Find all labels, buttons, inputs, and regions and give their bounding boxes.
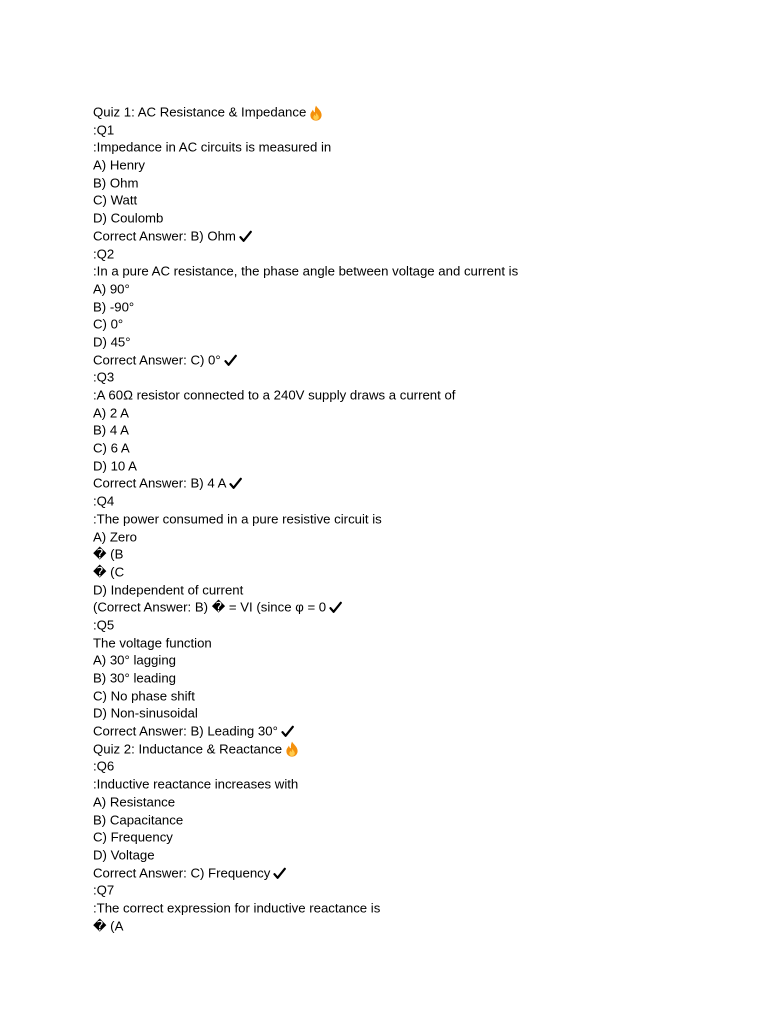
document-line — [93, 581, 733, 599]
document-line — [93, 280, 733, 298]
line-text: :Q1 — [93, 122, 115, 138]
line-text: :In a pure AC resistance, the phase angle between voltage and current is — [93, 263, 519, 279]
line-text: B) Capacitance — [93, 812, 184, 828]
document-line — [93, 474, 733, 492]
document-line — [93, 775, 733, 793]
line-text: The voltage function — [93, 635, 212, 651]
document-line — [93, 899, 733, 917]
line-text: Quiz 1: AC Resistance & Impedance — [93, 104, 307, 120]
check-icon — [239, 230, 252, 243]
line-text: D) Non-sinusoidal — [93, 706, 198, 722]
document-line — [93, 864, 733, 882]
document-line — [93, 704, 733, 722]
line-text: B) Ohm — [93, 175, 139, 191]
document-line — [93, 315, 733, 333]
document-line — [93, 917, 733, 935]
document-line — [93, 174, 733, 192]
line-text: Quiz 2: Inductance & Reactance — [93, 741, 283, 757]
document-line — [93, 634, 733, 652]
document-page — [93, 103, 733, 934]
line-text: B) 30° leading — [93, 670, 176, 686]
line-text: B) -90° — [93, 299, 135, 315]
document-line — [93, 368, 733, 386]
document-line — [93, 881, 733, 899]
line-text: Correct Answer: C) Frequency — [93, 865, 271, 881]
check-icon — [224, 354, 237, 367]
line-text: Correct Answer: B) Leading 30° — [93, 723, 278, 739]
document-line — [93, 793, 733, 811]
fire-icon — [285, 741, 299, 757]
document-line — [93, 191, 733, 209]
line-text: D) 45° — [93, 334, 131, 350]
line-text: :A 60Ω resistor connected to a 240V supply draws a current of — [93, 387, 456, 403]
line-text: :Q2 — [93, 246, 115, 262]
document-line — [93, 227, 733, 245]
line-text: :The correct expression for inductive reactance is — [93, 900, 381, 916]
document-line — [93, 687, 733, 705]
document-line — [93, 209, 733, 227]
document-line — [93, 545, 733, 563]
line-text: � (A — [93, 918, 124, 934]
document-line — [93, 156, 733, 174]
document-line — [93, 439, 733, 457]
document-line — [93, 528, 733, 546]
line-text: A) 30° lagging — [93, 652, 176, 668]
line-text: :Inductive reactance increases with — [93, 776, 299, 792]
line-text: D) 10 A — [93, 458, 137, 474]
document-line — [93, 262, 733, 280]
line-text: Correct Answer: B) 4 A — [93, 476, 227, 492]
line-text: A) Henry — [93, 157, 146, 173]
document-line — [93, 828, 733, 846]
document-line — [93, 722, 733, 740]
document-line — [93, 103, 733, 121]
line-text: C) 6 A — [93, 440, 130, 456]
line-text: C) Frequency — [93, 829, 173, 845]
document-line — [93, 757, 733, 775]
document-line — [93, 740, 733, 758]
line-text: Correct Answer: B) Ohm — [93, 228, 236, 244]
document-line — [93, 333, 733, 351]
document-line — [93, 492, 733, 510]
line-text: :Q5 — [93, 617, 115, 633]
line-text: Correct Answer: C) 0° — [93, 352, 221, 368]
check-icon — [273, 867, 286, 880]
line-text: :Impedance in AC circuits is measured in — [93, 140, 332, 156]
document-line — [93, 598, 733, 616]
line-text: D) Independent of current — [93, 582, 244, 598]
document-line — [93, 651, 733, 669]
document-line — [93, 421, 733, 439]
document-line — [93, 245, 733, 263]
line-text: :Q4 — [93, 493, 115, 509]
line-text: D) Coulomb — [93, 210, 164, 226]
line-text: :Q6 — [93, 759, 115, 775]
document-line — [93, 404, 733, 422]
document-line — [93, 846, 733, 864]
document-line — [93, 121, 733, 139]
line-text: C) Watt — [93, 193, 138, 209]
check-icon — [229, 477, 242, 490]
check-icon — [281, 725, 294, 738]
document-line — [93, 298, 733, 316]
document-line — [93, 510, 733, 528]
document-line — [93, 457, 733, 475]
line-text: :Q7 — [93, 882, 115, 898]
line-text: :The power consumed in a pure resistive circuit is — [93, 511, 382, 527]
line-text: A) Resistance — [93, 794, 176, 810]
document-line — [93, 386, 733, 404]
line-text: A) 2 A — [93, 405, 129, 421]
line-text: A) 90° — [93, 281, 130, 297]
line-text: A) Zero — [93, 529, 137, 545]
line-text: C) 0° — [93, 316, 124, 332]
line-text: � (B — [93, 546, 124, 562]
document-line — [93, 351, 733, 369]
document-line — [93, 669, 733, 687]
fire-icon — [309, 105, 323, 121]
line-text: D) Voltage — [93, 847, 155, 863]
line-text: (Correct Answer: B) � = VI (since φ = 0 — [93, 599, 327, 615]
line-text: B) 4 A — [93, 423, 129, 439]
line-text: � (C — [93, 564, 125, 580]
line-text: C) No phase shift — [93, 688, 195, 704]
document-line — [93, 563, 733, 581]
document-line — [93, 138, 733, 156]
check-icon — [329, 601, 342, 614]
line-text: :Q3 — [93, 369, 115, 385]
document-line — [93, 616, 733, 634]
document-line — [93, 811, 733, 829]
